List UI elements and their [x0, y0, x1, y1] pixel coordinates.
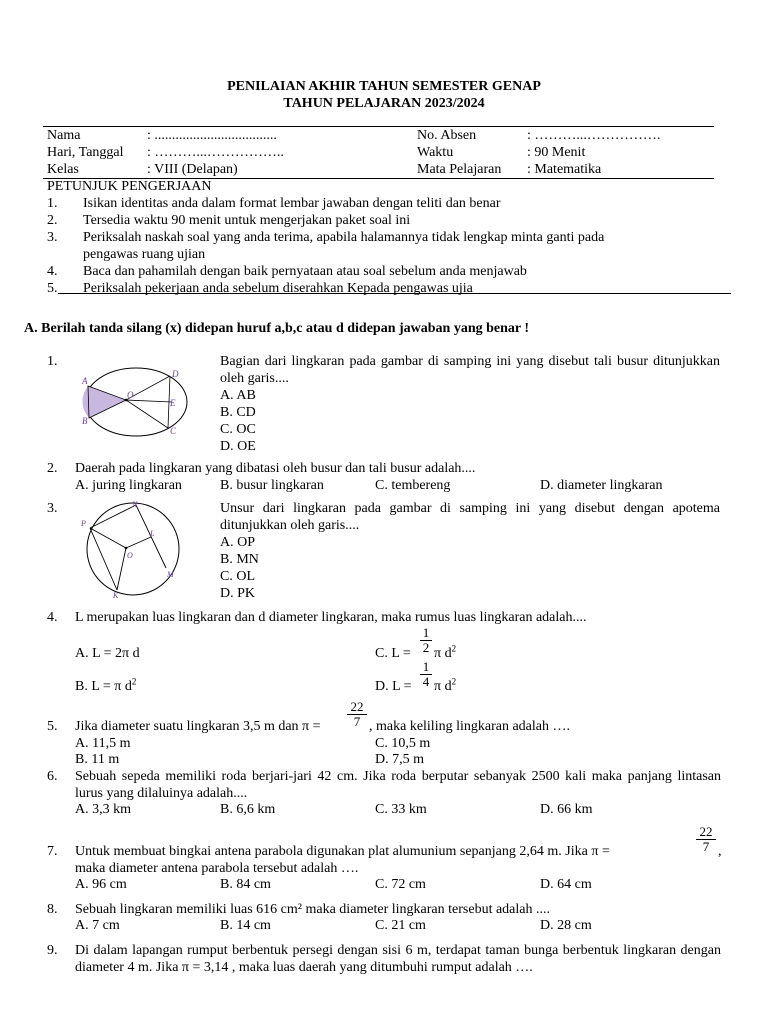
q1-label-e: E [170, 398, 176, 408]
q7-text-post: , [718, 844, 722, 859]
q1-number: 1. [47, 354, 58, 369]
mapel-value: : Matematika [527, 162, 602, 177]
instruction-num: 3. [47, 230, 58, 245]
q3-option-b: B. MN [220, 552, 259, 567]
instruction-num: 4. [47, 264, 58, 279]
q4-number: 4. [47, 610, 58, 625]
q5-option-b: B. 11 m [75, 752, 120, 767]
q7-pi-fraction [696, 825, 716, 854]
fraction-numerator: 1 [420, 626, 432, 641]
instructions-heading: PETUNJUK PENGERJAAN [47, 179, 212, 194]
q8-text: Sebuah lingkaran memiliki luas 616 cm² maka diameter lingkaran tersebut adalah .... [75, 902, 550, 917]
q1-label-d: D [172, 369, 179, 379]
q1-option-a: A. AB [220, 388, 256, 403]
q2-text: Daerah pada lingkaran yang dibatasi oleh busur dan tali busur adalah.... [75, 461, 476, 476]
q2-option-b: B. busur lingkaran [220, 478, 324, 493]
fraction-denominator: 7 [353, 714, 361, 729]
q7-option-c: C. 72 cm [375, 877, 426, 892]
instruction-num: 5. [47, 281, 58, 296]
q3-label-n: N [132, 500, 138, 509]
q4-option-a: A. L = 2π d [75, 646, 140, 661]
hari-label: Hari, Tanggal [47, 145, 124, 160]
q7-text-line2: maka diameter antena parabola tersebut adalah …. [75, 861, 359, 876]
q5-option-d: D. 7,5 m [375, 752, 424, 767]
fraction-denominator: 2 [422, 640, 430, 655]
exam-title: PENILAIAN AKHIR TAHUN SEMESTER GENAP [227, 79, 541, 94]
section-a-heading: A. Berilah tanda silang (x) didepan huruf a,b,c atau d didepan jawaban yang benar ! [24, 321, 530, 336]
q7-number: 7. [47, 844, 58, 859]
nama-label: Nama [47, 128, 81, 143]
q4-option-b [75, 678, 136, 695]
q8-option-d: D. 28 cm [540, 918, 592, 933]
q6-option-d: D. 66 km [540, 802, 593, 817]
q5-pi-fraction [347, 700, 367, 729]
instruction-text: Periksalah pekerjaan anda sebelum diserahkan Kepada pengawas ujia [83, 281, 473, 296]
exam-year: TAHUN PELAJARAN 2023/2024 [283, 96, 485, 111]
instruction-text: Tersedia waktu 90 menit untuk mengerjakan paket soal ini [83, 213, 411, 228]
q4-option-c-fraction [420, 626, 432, 655]
q3-label-p: P [81, 519, 86, 528]
q6-option-b: B. 6,6 km [220, 802, 276, 817]
q4-option-d-suffix [434, 678, 456, 695]
q3-label-k: K [113, 591, 119, 600]
nama-value: : ................................... [147, 128, 277, 143]
q1-option-d: D. OE [220, 439, 256, 454]
q9-number: 9. [47, 943, 58, 958]
instructions-bottom-line [58, 293, 731, 294]
fraction-numerator: 1 [420, 660, 432, 675]
fraction-numerator: 22 [347, 700, 367, 715]
q8-option-a: A. 7 cm [75, 918, 120, 933]
q4-text: L merupakan luas lingkaran dan d diameter lingkaran, maka rumus luas lingkaran adalah.... [75, 610, 587, 625]
q1-label-c: C [170, 426, 177, 436]
q1-text: Bagian dari lingkaran pada gambar di samping ini yang disebut tali busur ditunjukkan oleh garis.... [220, 354, 720, 386]
absen-value: : ………...……………. [527, 128, 661, 143]
q3-circle-figure [76, 500, 188, 600]
instruction-num: 1. [47, 196, 58, 211]
q3-label-o: O [127, 551, 133, 560]
q3-text: Unsur dari lingkaran pada gambar di samping ini yang disebut dengan apotema ditunjukkan oleh garis.... [220, 501, 720, 533]
instruction-text-cont: pengawas ruang ujian [83, 247, 206, 262]
q4-b-text: B. L = π d [75, 679, 132, 694]
q5-text-pre: Jika diameter suatu lingkaran 3,5 m dan π = [75, 719, 321, 734]
q7-option-b: B. 84 cm [220, 877, 271, 892]
q4-option-d-fraction [420, 660, 432, 689]
hari-value: : ………...…………….. [147, 145, 284, 160]
q7-option-a: A. 96 cm [75, 877, 127, 892]
q3-option-a: A. OP [220, 535, 256, 550]
q4-c-exponent: 2 [451, 643, 457, 654]
fraction-denominator: 7 [702, 839, 710, 854]
q1-circle-figure [80, 366, 200, 438]
absen-label: No. Absen [417, 128, 477, 143]
q1-label-b: B [82, 416, 88, 426]
instruction-text: Isikan identitas anda dalam format lembar jawaban dengan teliti dan benar [83, 196, 501, 211]
q4-option-c-prefix: C. L = [375, 646, 411, 661]
q3-label-l: L [150, 529, 155, 538]
q4-b-exponent: 2 [131, 676, 137, 687]
q1-label-a: A [82, 376, 88, 386]
waktu-value: : 90 Menit [527, 145, 586, 160]
q7-text-pre: Untuk membuat bingkai antena parabola digunakan plat alumunium sepanjang 2,64 m. Jika π = [75, 844, 610, 859]
q2-number: 2. [47, 461, 58, 476]
kelas-label: Kelas [47, 162, 79, 177]
q2-option-d: D. diameter lingkaran [540, 478, 663, 493]
instruction-text: Periksalah naskah soal yang anda terima, apabila halamannya tidak lengkap minta ganti pada [83, 230, 605, 245]
q1-option-c: C. OC [220, 422, 256, 437]
q6-option-c: C. 33 km [375, 802, 427, 817]
q5-option-a: A. 11,5 m [75, 736, 131, 751]
fraction-denominator: 4 [422, 674, 430, 689]
q6-number: 6. [47, 769, 58, 784]
q4-c-pi-d: π d [434, 646, 452, 661]
q8-number: 8. [47, 902, 58, 917]
q2-option-c: C. tembereng [375, 478, 451, 493]
q1-option-b: B. CD [220, 405, 256, 420]
instruction-text: Baca dan pahamilah dengan baik pernyataan atau soal sebelum anda menjawab [83, 264, 527, 279]
q3-option-d: D. PK [220, 586, 256, 601]
q3-option-c: C. OL [220, 569, 255, 584]
q2-option-a: A. juring lingkaran [75, 478, 182, 493]
q3-label-m: M [167, 570, 174, 579]
q1-label-o: O [127, 390, 134, 400]
q6-text: Sebuah sepeda memiliki roda berjari-jari 42 cm. Jika roda berputar sebanyak 2500 kali maka panjang lintasan lurus yang dilaluinya adalah.... [75, 769, 721, 801]
q3-number: 3. [47, 501, 58, 516]
fraction-numerator: 22 [696, 825, 716, 840]
q6-option-a: A. 3,3 km [75, 802, 131, 817]
kelas-value: : VIII (Delapan) [147, 162, 238, 177]
q5-text-post: , maka keliling lingkaran adalah …. [369, 719, 570, 734]
q8-option-c: C. 21 cm [375, 918, 426, 933]
q7-option-d: D. 64 cm [540, 877, 592, 892]
mapel-label: Mata Pelajaran [417, 162, 502, 177]
q4-option-c-suffix [434, 645, 456, 662]
q8-option-b: B. 14 cm [220, 918, 271, 933]
waktu-label: Waktu [417, 145, 454, 160]
q5-option-c: C. 10,5 m [375, 736, 431, 751]
instruction-num: 2. [47, 213, 58, 228]
q4-d-exponent: 2 [451, 676, 457, 687]
q5-number: 5. [47, 719, 58, 734]
q4-option-d-prefix: D. L = [375, 679, 412, 694]
q4-d-pi-d: π d [434, 679, 452, 694]
q9-text: Di dalam lapangan rumput berbentuk persegi dengan sisi 6 m, terdapat taman bunga berbentuk lingkaran dengan diameter 4 m. Jika π = 3,14 , maka luas daerah yang ditumbuhi rumput adalah …. [75, 943, 721, 975]
